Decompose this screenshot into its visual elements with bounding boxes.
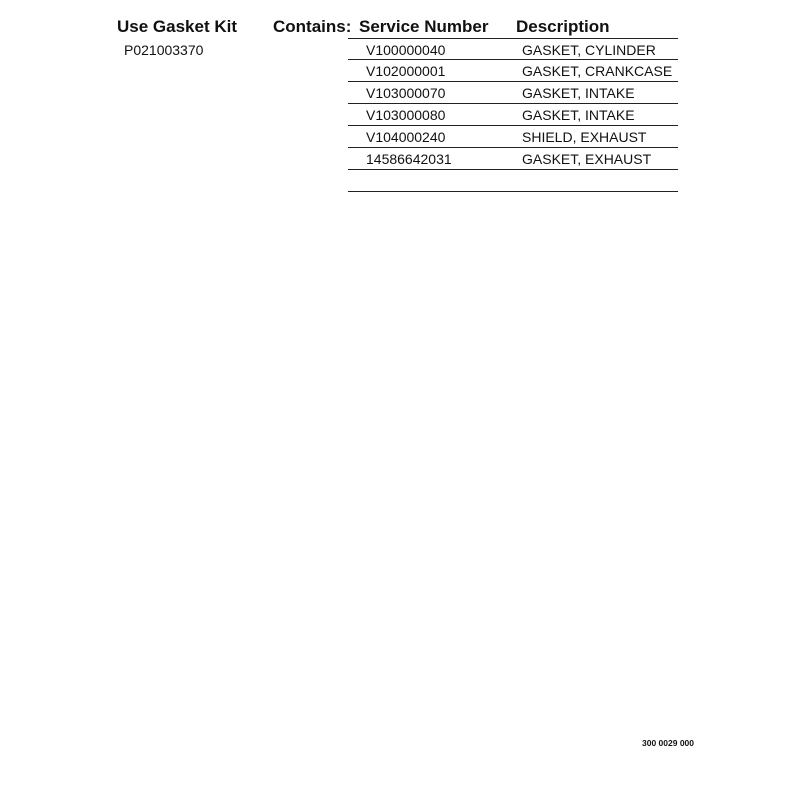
parts-table: [348, 38, 678, 192]
description-cell: SHIELD, EXHAUST: [522, 129, 647, 145]
header-description: Description: [516, 17, 610, 36]
table-row: [348, 82, 678, 104]
table-row: [348, 60, 678, 82]
description-cell: GASKET, INTAKE: [522, 85, 635, 101]
service-number-cell: V102000001: [366, 63, 446, 79]
table-row: [348, 126, 678, 148]
document-code: 300 0029 000: [642, 738, 694, 748]
kit-number: P021003370: [124, 42, 204, 58]
header-service-number: Service Number: [359, 17, 489, 36]
header-contains: Contains:: [273, 17, 352, 36]
description-cell: GASKET, INTAKE: [522, 107, 635, 123]
description-cell: GASKET, EXHAUST: [522, 151, 652, 167]
table-header: [0, 16, 800, 40]
table-row-empty: [348, 170, 678, 192]
description-cell: GASKET, CRANKCASE: [522, 63, 673, 79]
service-number-cell: V104000240: [366, 129, 446, 145]
service-number-cell: V103000080: [366, 107, 446, 123]
table-row: [348, 38, 678, 60]
description-cell: GASKET, CYLINDER: [522, 42, 656, 58]
table-row: [348, 148, 678, 170]
service-number-cell: 14586642031: [366, 151, 452, 167]
service-number-cell: V100000040: [366, 42, 446, 58]
table-row: [348, 104, 678, 126]
header-use-gasket-kit: Use Gasket Kit: [117, 17, 237, 36]
service-number-cell: V103000070: [366, 85, 446, 101]
